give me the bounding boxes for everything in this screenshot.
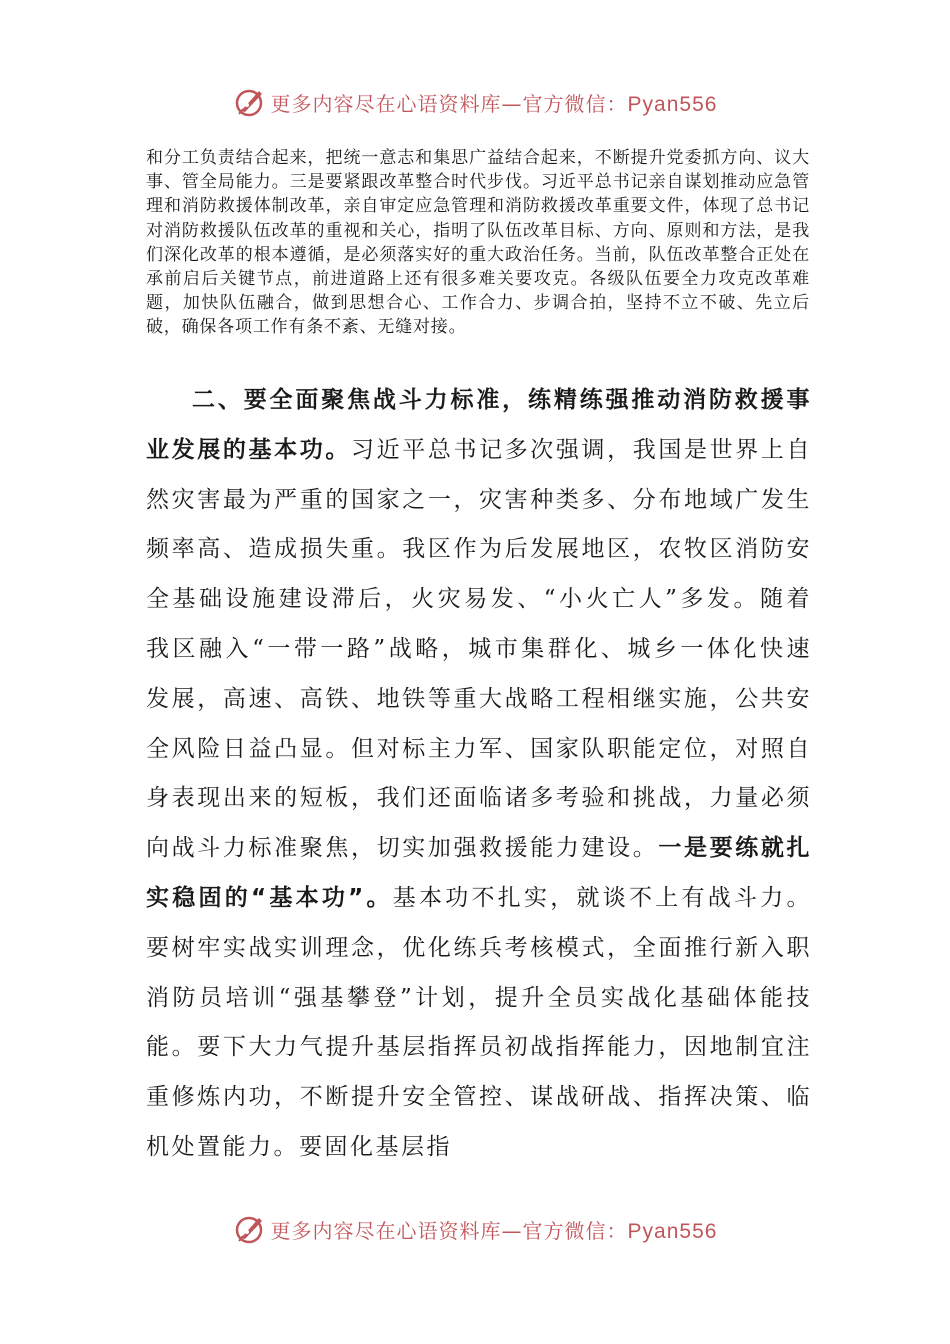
section-body-part2: 基本功不扎实，就谈不上有战斗力。要树牢实战实训理念，优化练兵考核模式，全面推行新入职消防员培训“强基攀登”计划，提升全员实战化基础体能技能。要下大力气提升基层指挥员初战指挥能力，因地制宜注重修炼内功，不断提升安全管控、谋战研战、指挥决策、临机处置能力。要固化基层指 [146, 884, 813, 1160]
section-heading: 二、要全面聚焦战斗力标准，练精练强推动消防救援事业发展的基本功。 [146, 387, 812, 463]
section-subheading: 一是要练就扎实稳固的“基本功”。 [146, 835, 813, 911]
watermark-text: 更多内容尽在心语资料库—官方微信：Pyan556 [270, 1218, 718, 1243]
section-two-paragraph [146, 376, 812, 1173]
section-two [146, 376, 812, 1173]
continued-paragraph [146, 146, 810, 340]
quill-logo-icon [233, 85, 267, 119]
paragraph-small-text: 和分工负责结合起来，把统一意志和集思广益结合起来，不断提升党委抓方向、议大事、管全局能力。三是要紧跟改革整合时代步伐。习近平总书记亲自谋划推动应急管理和消防救援体制改革，亲自审定应急管理和消防救援改革重要文件，体现了总书记对消防救援队伍改革的重视和关心，指明了队伍改革目标、方向、原则和方法，是我们深化改革的根本遵循，是必须落实好的重大政治任务。当前，队伍改革整合正处在承前启后关键节点，前进道路上还有很多难关要攻克。各级队伍要全力攻克改革难题，加快队伍融合，做到思想合心、工作合力、步调合拍，坚持不立不破、先立后破，确保各项工作有条不紊、无缝对接。 [146, 148, 810, 338]
watermark-top [0, 82, 950, 122]
section-body-part1: 习近平总书记多次强调，我国是世界上自然灾害最为严重的国家之一，灾害种类多、分布地域广发生频率高、造成损失重。我区作为后发展地区，农牧区消防安全基础设施建设滞后，火灾易发、“小火亡人”多发。随着我区融入“一带一路”战略，城市集群化、城乡一体化快速发展，高速、高铁、地铁等重大战略工程相继实施，公共安全风险日益凸显。但对标主力军、国家队职能定位，对照自身表现出来的短板，我们还面临诸多考验和挑战，力量必须向战斗力标准聚焦，切实加强救援能力建设。 [146, 436, 813, 862]
watermark-text: 更多内容尽在心语资料库—官方微信：Pyan556 [270, 91, 718, 116]
watermark-bottom [0, 1209, 950, 1249]
quill-logo-icon [233, 1212, 267, 1246]
